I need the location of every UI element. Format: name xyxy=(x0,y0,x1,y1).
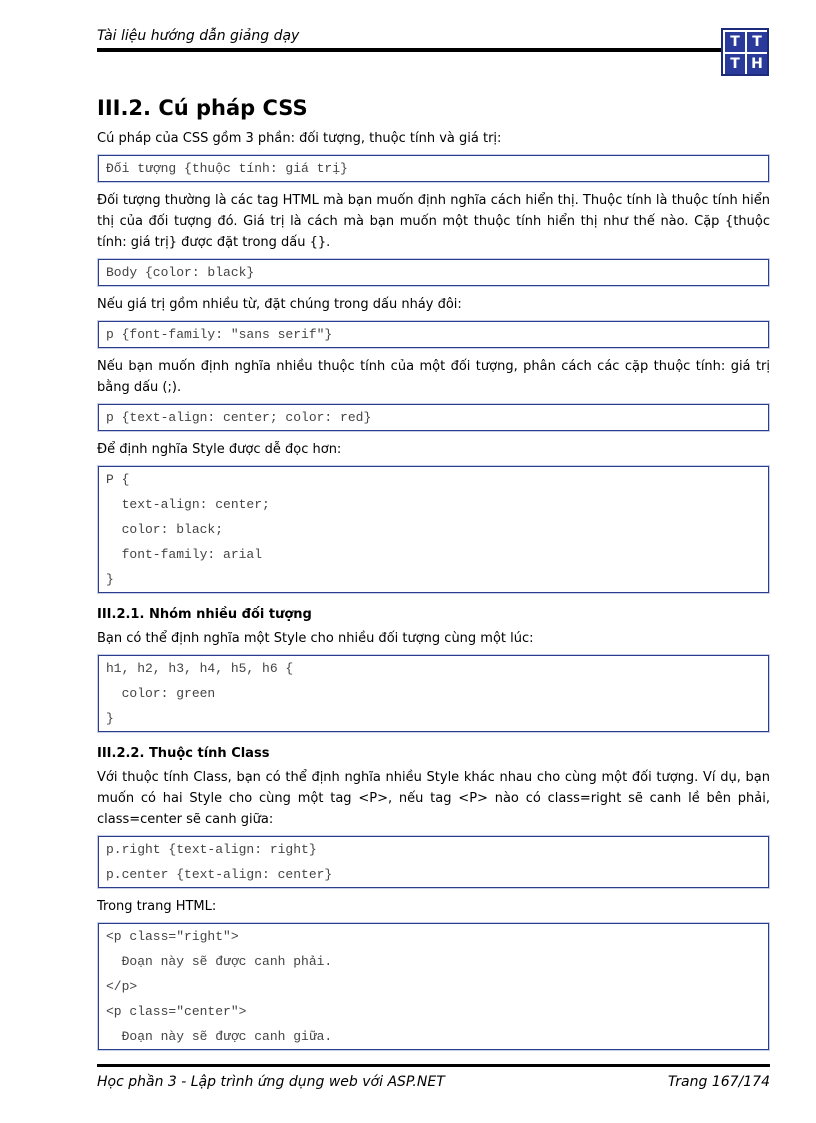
code-block xyxy=(98,655,769,732)
code-line: <p class="right"> xyxy=(106,929,239,944)
header-rule xyxy=(97,48,721,52)
code-line: color: black; xyxy=(106,522,224,537)
logo xyxy=(721,28,769,76)
code-block xyxy=(98,155,769,182)
code-line: <p class="center"> xyxy=(106,1004,247,1019)
logo-letter: H xyxy=(747,54,767,74)
code-line: Đối tượng {thuộc tính: giá trị} xyxy=(106,161,348,176)
logo-letter: T xyxy=(725,32,745,52)
page-content xyxy=(97,96,770,1058)
code-line: color: green xyxy=(106,686,216,701)
code-line: </p> xyxy=(106,979,138,994)
code-block xyxy=(98,404,769,431)
paragraph: Nếu bạn muốn định nghĩa nhiều thuộc tính của một đối tượng, phân cách các cặp thuộc tính: giá trị bằng dấu (;). xyxy=(97,359,770,395)
code-line: Đoạn này sẽ được canh phải. xyxy=(106,954,333,969)
code-block xyxy=(98,259,769,286)
code-block xyxy=(98,836,769,888)
code-line: text-align: center; xyxy=(106,497,270,512)
paragraph: Để định nghĩa Style được dễ đọc hơn: xyxy=(97,442,342,457)
paragraph: Trong trang HTML: xyxy=(97,899,217,914)
section-heading: III.2. Cú pháp CSS xyxy=(97,96,308,120)
code-line: p {font-family: "sans serif"} xyxy=(106,327,333,342)
paragraph: Đối tượng thường là các tag HTML mà bạn muốn định nghĩa cách hiển thị. Thuộc tính là thuộc tính hiển thị của đối tượng đó. Giá trị là cách mà bạn muốn một thuộc tính hiển thị như thế nào. Cặp {thuộc tính: giá trị} được đặt trong dấu {}. xyxy=(97,193,770,250)
paragraph: Với thuộc tính Class, bạn có thể định nghĩa nhiều Style khác nhau cho cùng một đối tượng. Ví dụ, bạn muốn có hai Style cho cùng một tag <P>, nếu tag <P> nào có class=right sẽ canh lề bên phải, class=center sẽ canh giữa: xyxy=(97,770,770,827)
code-line: } xyxy=(106,572,114,587)
footer-rule xyxy=(97,1064,770,1067)
paragraph: Cú pháp của CSS gồm 3 phần: đối tượng, thuộc tính và giá trị: xyxy=(97,131,502,146)
code-block xyxy=(98,466,769,593)
code-line: font-family: arial xyxy=(106,547,263,562)
code-line: p {text-align: center; color: red} xyxy=(106,410,372,425)
code-line: Đoạn này sẽ được canh giữa. xyxy=(106,1029,333,1044)
code-block xyxy=(98,321,769,348)
footer-page-number: Trang 167/174 xyxy=(667,1074,770,1090)
logo-letter: T xyxy=(747,32,767,52)
logo-letter: T xyxy=(725,54,745,74)
footer-course: Học phần 3 - Lập trình ứng dụng web với ASP.NET xyxy=(97,1074,445,1090)
code-line: Body {color: black} xyxy=(106,265,255,280)
code-line: P { xyxy=(106,472,130,487)
paragraph: Nếu giá trị gồm nhiều từ, đặt chúng trong dấu nháy đôi: xyxy=(97,297,462,312)
paragraph: Bạn có thể định nghĩa một Style cho nhiều đối tượng cùng một lúc: xyxy=(97,631,534,646)
code-line: p.center {text-align: center} xyxy=(106,867,333,882)
header-title: Tài liệu hướng dẫn giảng dạy xyxy=(97,28,300,44)
code-line: p.right {text-align: right} xyxy=(106,842,317,857)
code-line: h1, h2, h3, h4, h5, h6 { xyxy=(106,661,294,676)
subsection-heading: III.2.2. Thuộc tính Class xyxy=(97,746,270,761)
code-line: } xyxy=(106,711,114,726)
code-block xyxy=(98,923,769,1050)
subsection-heading: III.2.1. Nhóm nhiều đối tượng xyxy=(97,607,312,622)
